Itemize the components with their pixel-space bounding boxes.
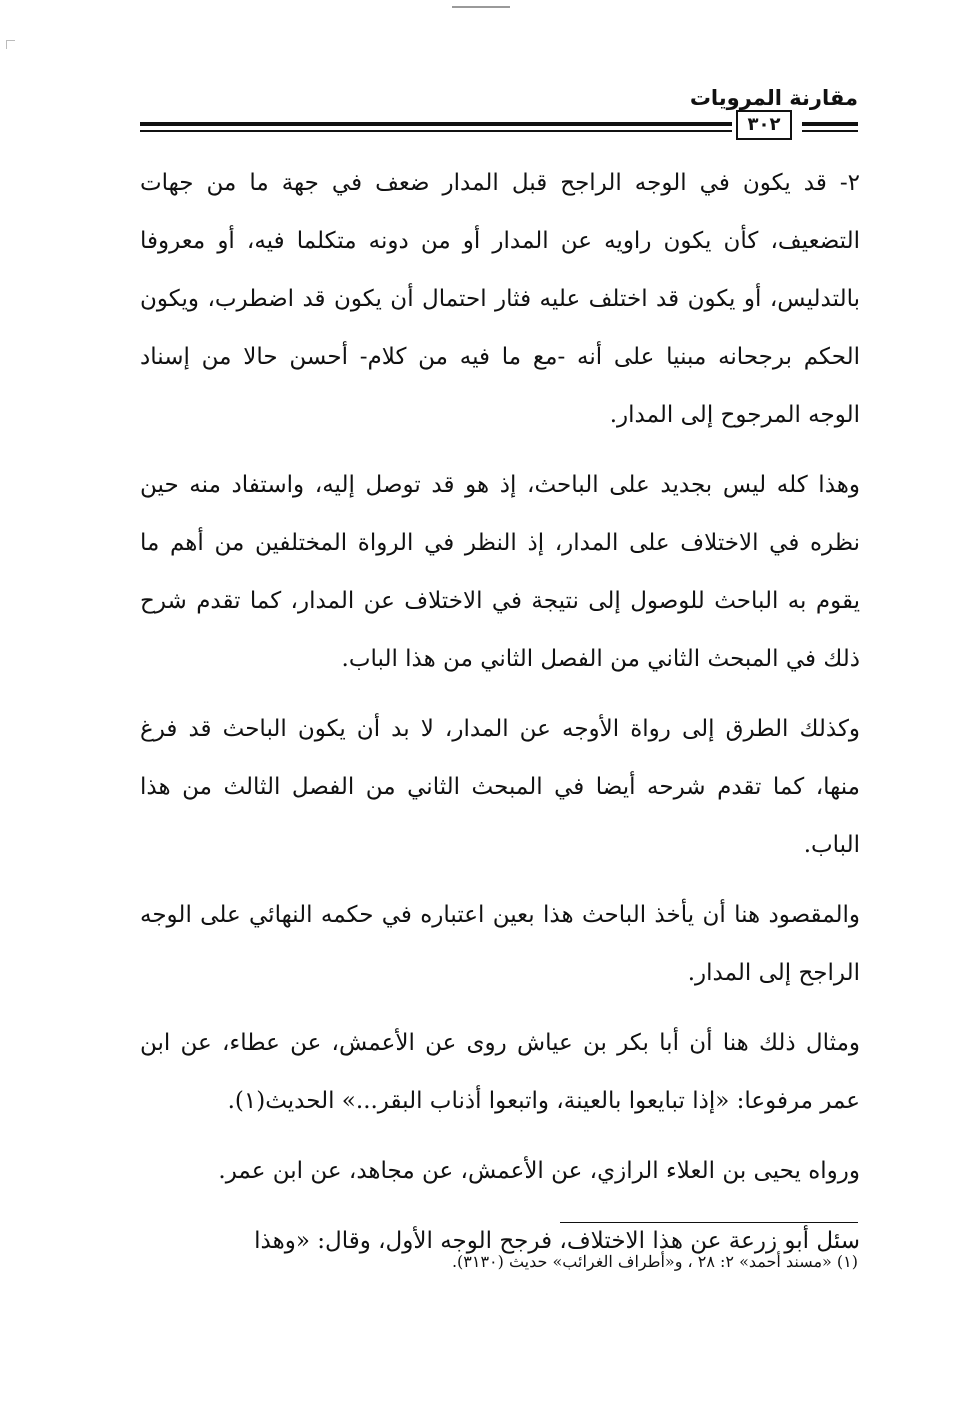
footnote-separator	[560, 1222, 858, 1223]
footnote: (١) «مسند أحمد» ٢: ٢٨ ، و«أطراف الغرائب» حديث (٣١٣٠).	[451, 1252, 858, 1271]
page-header	[140, 82, 858, 142]
paragraph: والمقصود هنا أن يأخذ الباحث هذا بعين اعتباره في حكمه النهائي على الوجه الراجح إلى المدار.	[140, 902, 860, 986]
page-number: ٣٠٢	[736, 110, 792, 140]
scan-corner-mark	[6, 40, 15, 49]
paragraph: ٢- قد يكون في الوجه الراجح قبل المدار ضعف في جهة ما من جهات التضعيف، كأن يكون راويه عن المدار أو من دونه متكلما فيه، أو معروفا بالتدليس، أو يكون قد اختلف عليه فثار احتمال أن يكون قد اضطرب، ويكون الحكم برجحانه مبنيا على أنه -مع ما فيه من كلام- أحسن حالا من إسناد الوجه المرجوح إلى المدار.	[140, 170, 860, 428]
header-rule-right-thick	[802, 122, 858, 126]
running-title: مقارنة المرويات	[689, 86, 858, 110]
header-rule-thick	[140, 122, 732, 126]
scan-top-mark	[452, 6, 510, 8]
paragraph: وهذا كله ليس بجديد على الباحث، إذ هو قد توصل إليه، واستفاد منه حين نظره في الاختلاف على المدار، إذ النظر في الرواة المختلفين من أهم ما يقوم به الباحث للوصول إلى نتيجة في الاختلاف عن المدار، كما تقدم شرح ذلك في المبحث الثاني من الفصل الثاني من هذا الباب.	[140, 472, 860, 672]
main-text	[140, 154, 860, 1282]
paragraph: ومثال ذلك هنا أن أبا بكر بن عياش روى عن الأعمش، عن عطاء، عن ابن عمر مرفوعا: «إذا تبايعوا بالعينة، واتبعوا أذناب البقر...» الحديث(١).	[140, 1030, 860, 1114]
paragraph: وكذلك الطرق إلى رواة الأوجه عن المدار، لا بد أن يكون الباحث قد فرغ منها، كما تقدم شرحه أيضا في المبحث الثاني من الفصل الثالث من هذا الباب.	[140, 716, 860, 858]
header-rule-thin	[140, 130, 732, 132]
paragraph: سئل أبو زرعة عن هذا الاختلاف، فرجح الوجه الأول، وقال: «وهذا	[254, 1228, 860, 1254]
paragraph: ورواه يحيى بن العلاء الرازي، عن الأعمش، عن مجاهد، عن ابن عمر.	[218, 1158, 860, 1184]
header-rule-right-thin	[802, 130, 858, 132]
